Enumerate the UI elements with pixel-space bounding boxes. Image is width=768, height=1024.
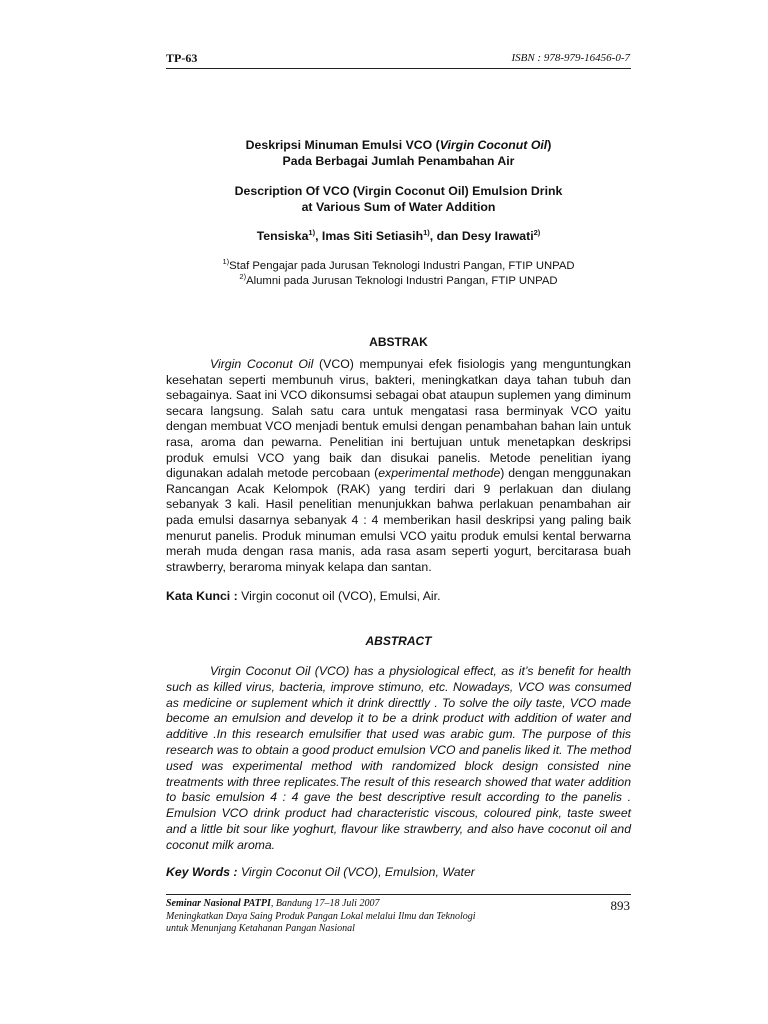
isbn: ISBN : 978-979-16456-0-7 — [511, 52, 630, 64]
title-indonesian — [166, 137, 631, 169]
title-en-line-1: Description Of VCO (Virgin Coconut Oil) Emulsion Drink — [234, 184, 563, 198]
affiliation-2: $^{2)}$Alumni pada Jurusan Teknologi Industri Pangan, FTIP UNPAD — [239, 272, 558, 287]
header-divider — [166, 68, 631, 69]
paper-code: TP-63 — [166, 51, 198, 65]
abstrak-heading: ABSTRAK — [369, 335, 428, 349]
title-english — [166, 183, 631, 215]
abstract-paragraph: Virgin Coconut Oil (VCO) has a physiological effect, as it’s benefit for health such as killed virus, bacteria, improve stimuno, etc. Nowadays, VCO was consumed as medicine or suplement which it drink directtly . To solve the oily taste, VCO made become an emulsion and develop it to be a drink product with addition of water and additive .In this research emulsifier that used was arabic gum. The purpose of this research was to obtain a good product emulsion VCO and panelis liked it. The method used was experimental method with randomized block design consisted nine treatments with three replicates.The result of this research showed that water addition to basic emulsion 4 : 4 gave the best descriptive result according to the panelis . Emulsion VCO drink product had characteristic viscous, coloured pink, taste sweet and a little bit sour like yoghurt, flavour like strawberry, and also have coconut oil and coconut milk aroma. — [166, 664, 631, 852]
footer-line-3: untuk Menunjang Ketahanan Pangan Nasional — [166, 923, 355, 934]
footer-text — [166, 898, 476, 936]
title-en-line-2: at Various Sum of Water Addition — [301, 200, 496, 214]
abstrak-paragraph: Virgin Coconut Oil (VCO) mempunyai efek fisiologis yang menguntungkan kesehatan seperti membunuh virus, bakteri, meningkatkan daya tahan tubuh dan sebagainya. Saat ini VCO dikonsumsi sebagai obat ataupun suplemen yang diminum secara langsung. Salah satu cara untuk mengatasi rasa berminyak VCO yaitu dengan membuat VCO menjadi bentuk emulsi dengan penambahan bahan lain untuk rasa, aroma dan pewarna. Penelitian ini bertujuan untuk menetapkan deskripsi produk emulsi VCO yang baik dan disukai panelis. Metode penelitian iyang digunakan adalah metode percobaan (experimental methode) dengan menggunakan Rancangan Acak Kelompok (RAK) yang terdiri dari 9 perlakuan dan diulang sebanyak 3 kali. Hasil penelitian menunjukkan bahwa perlakuan penambahan air pada emulsi dasarnya sebanyak 4 : 4 memberikan hasil deskripsi yang paling baik menurut panelis. Produk minuman emulsi VCO yaitu produk emulsi kental berwarna merah muda dengan rasa manis, ada rasa asam seperti yogurt, bercitarasa buah strawberry, beraroma minyak kelapa dan santan. — [166, 357, 631, 574]
key-words: Key Words : Virgin Coconut Oil (VCO), Emulsion, Water — [166, 865, 475, 879]
abstract-heading: ABSTRACT — [365, 634, 432, 648]
footer-line-2: Meningkatkan Daya Saing Produk Pangan Lokal melalui Ilmu dan Teknologi — [166, 910, 476, 922]
page-number: 893 — [610, 898, 630, 913]
footer-line-1: Seminar Nasional PATPI, Bandung 17–18 Juli 2007 — [166, 898, 380, 909]
affiliation-1: $^{1)}$Staf Pengajar pada Jurusan Teknologi Industri Pangan, FTIP UNPAD — [222, 257, 575, 272]
title-id-line-1: Deskripsi Minuman Emulsi VCO (Virgin Coconut Oil) — [245, 138, 552, 152]
title-id-line-2: Pada Berbagai Jumlah Penambahan Air — [282, 154, 515, 168]
footer-divider — [166, 894, 631, 895]
affiliations — [166, 259, 631, 289]
kata-kunci: Kata Kunci : Virgin coconut oil (VCO), Emulsi, Air. — [166, 589, 441, 603]
authors: Tensiska$^{1)}$, Imas Siti Setiasih$^{1)}$, dan Desy Irawati$^{2)}$ — [256, 227, 541, 243]
